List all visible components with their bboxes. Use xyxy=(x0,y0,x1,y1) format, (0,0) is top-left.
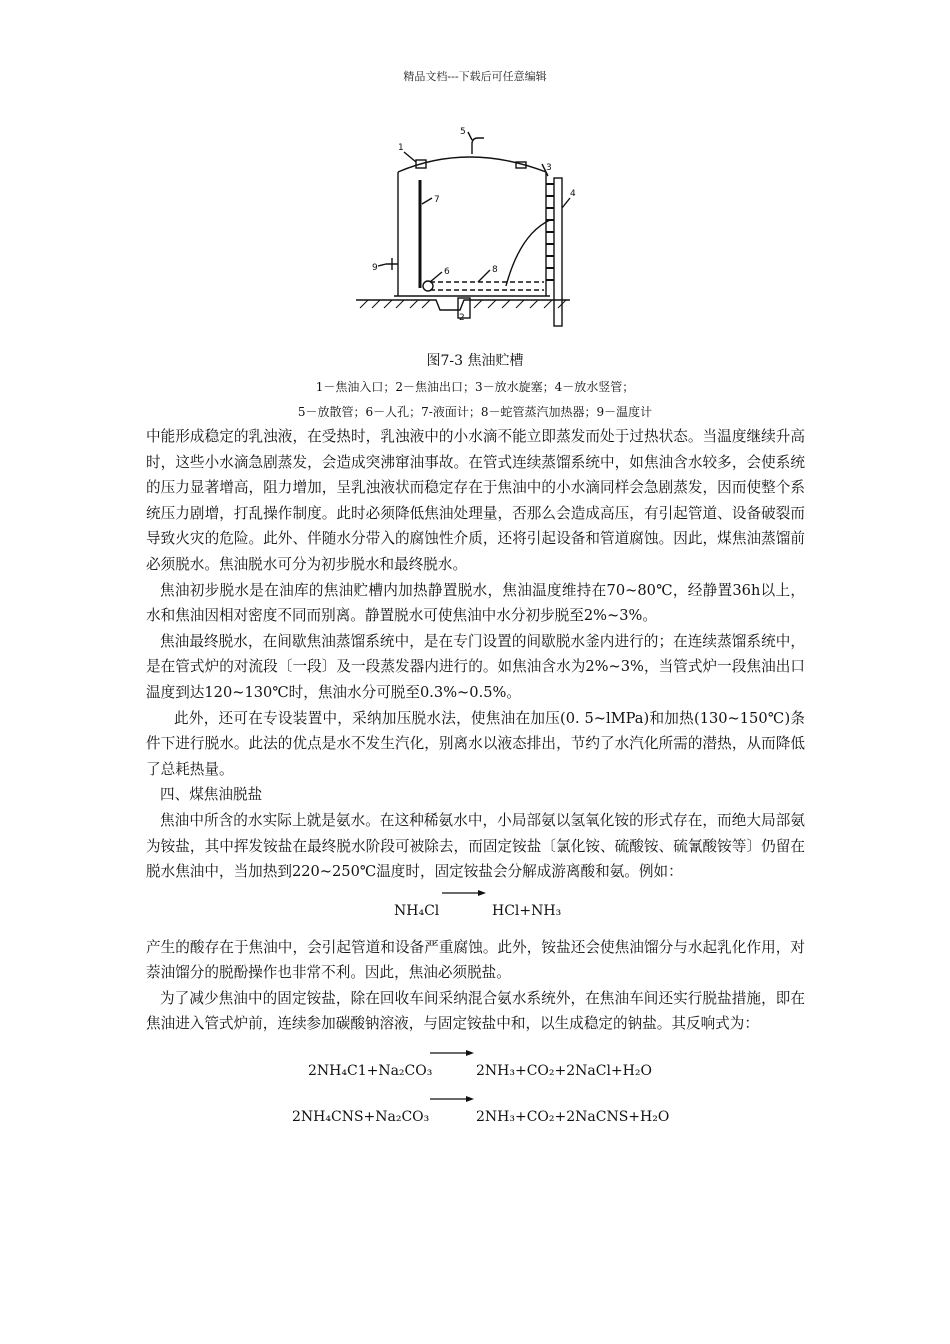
equation-lhs: 2NH₄CNS+Na₂CO₃ xyxy=(292,1109,430,1126)
reaction-arrow-icon xyxy=(442,887,486,899)
tank-diagram xyxy=(350,124,590,344)
manhole xyxy=(423,281,433,291)
equation-2 xyxy=(146,1045,805,1091)
vent-pipe xyxy=(472,138,484,154)
paragraph: 焦油中所含的水实际上就是氨水。在这种稀氨水中，小局部氨以氢氧化铵的形式存在，而绝大局部氨为铵盐，其中挥发铵盐在最终脱水阶段可被除去，而固定铵盐〔氯化铵、硫酸铵、硫氰酸铵等〕仍留在脱水焦油中，当加热到220~250℃温度时，固定铵盐会分解成游离酸和氨。例如： xyxy=(146,811,805,881)
svg-text:2: 2 xyxy=(459,313,465,323)
drain-standpipe xyxy=(554,178,562,326)
figure-legend-line-1: 1－焦油入口；2－焦油出口；3－放水旋塞；4－放水竖管； xyxy=(315,380,635,394)
svg-text:4: 4 xyxy=(570,189,576,199)
page-header: 精品文档---下载后可任意编辑 xyxy=(403,70,547,83)
reaction-arrow-icon xyxy=(430,1047,474,1059)
tar-storage-tank-figure xyxy=(350,124,590,344)
equation-rhs: 2NH₃+CO₂+2NaCl+H₂O xyxy=(476,1063,652,1080)
paragraph: 焦油初步脱水是在油库的焦油贮槽内加热静置脱水，焦油温度维持在70~80℃，经静置36h以上，水和焦油因相对密度不同而别离。静置脱水可使焦油中水分初步脱至2%~3%。 xyxy=(146,581,805,625)
equation-3 xyxy=(146,1091,805,1137)
svg-text:5: 5 xyxy=(460,127,466,137)
figure-legend-line-2: 5－放散管；6－人孔；7-液面计；8－蛇管蒸汽加热器；9－温度计 xyxy=(297,405,653,419)
svg-text:9: 9 xyxy=(372,263,378,273)
svg-text:1: 1 xyxy=(398,143,404,153)
reaction-arrow-icon xyxy=(430,1093,474,1105)
section-heading: 四、煤焦油脱盐 xyxy=(160,786,263,804)
tank-roof xyxy=(398,157,546,172)
equation-lhs: 2NH₄C1+Na₂CO₃ xyxy=(308,1063,433,1080)
paragraph: 中能形成稳定的乳浊液，在受热时，乳浊液中的小水滴不能立即蒸发而处于过热状态。当温度继续升高时，这些小水滴急剧蒸发，会造成突沸窜油事故。在管式连续蒸馏系统中，如焦油含水较多，会使系统的压力显著增高，阻力增加，呈乳浊液状而稳定存在于焦油中的小水滴同样会急剧蒸发，因而使整个系统压力剧增，打乱操作制度。此时必须降低焦油处理量，否那么会造成高压，有引起管道、设备破裂而导致火灾的危险。此外、伴随水分带入的腐蚀性介质，还将引起设备和管道腐蚀。因此，煤焦油蒸馏前必须脱水。焦油脱水可分为初步脱水和最终脱水。 xyxy=(146,428,805,573)
equation-rhs: 2NH₃+CO₂+2NaCNS+H₂O xyxy=(476,1109,670,1126)
document-body xyxy=(146,424,805,1137)
thermometer xyxy=(386,258,398,270)
steam-coil-heater xyxy=(430,282,544,290)
equation-lhs: NH₄Cl xyxy=(394,902,440,919)
svg-text:7: 7 xyxy=(434,195,440,205)
equation-rhs: HCl+NH₃ xyxy=(492,902,562,919)
paragraph: 此外，还可在专设装置中，采纳加压脱水法，使焦油在加压(0. 5~lMPa)和加热(130~150℃)条件下进行脱水。此法的优点是水不发生汽化，别离水以液态排出，节约了水汽化所需的潜热，从而降低了总耗热量。 xyxy=(146,709,805,778)
svg-text:3: 3 xyxy=(546,163,552,173)
equation-1 xyxy=(146,885,805,935)
figure-caption: 图7-3 焦油贮槽 xyxy=(426,353,524,369)
paragraph: 焦油最终脱水，在间歇焦油蒸馏系统中，是在专门设置的间歇脱水釜内进行的；在连续蒸馏系统中，是在管式炉的对流段〔一段〕及一段蒸发器内进行的。如焦油含水为2%~3%，当管式炉一段焦油出口温度到达120~130℃时，焦油水分可脱至0.3%~0.5%。 xyxy=(146,632,805,701)
svg-text:8: 8 xyxy=(492,265,498,275)
paragraph: 产生的酸存在于焦油中，会引起管道和设备严重腐蚀。此外，铵盐还会使焦油馏分与水起乳化作用，对萘油馏分的脱酚操作也非常不利。因此，焦油必须脱盐。 xyxy=(146,938,805,982)
paragraph: 为了减少焦油中的固定铵盐，除在回收车间采纳混合氨水系统外，在焦油车间还实行脱盐措施，即在焦油进入管式炉前，连续参加碳酸钠溶液，与固定铵盐中和，以生成稳定的钠盐。其反响式为： xyxy=(146,989,805,1033)
svg-text:6: 6 xyxy=(444,267,450,277)
